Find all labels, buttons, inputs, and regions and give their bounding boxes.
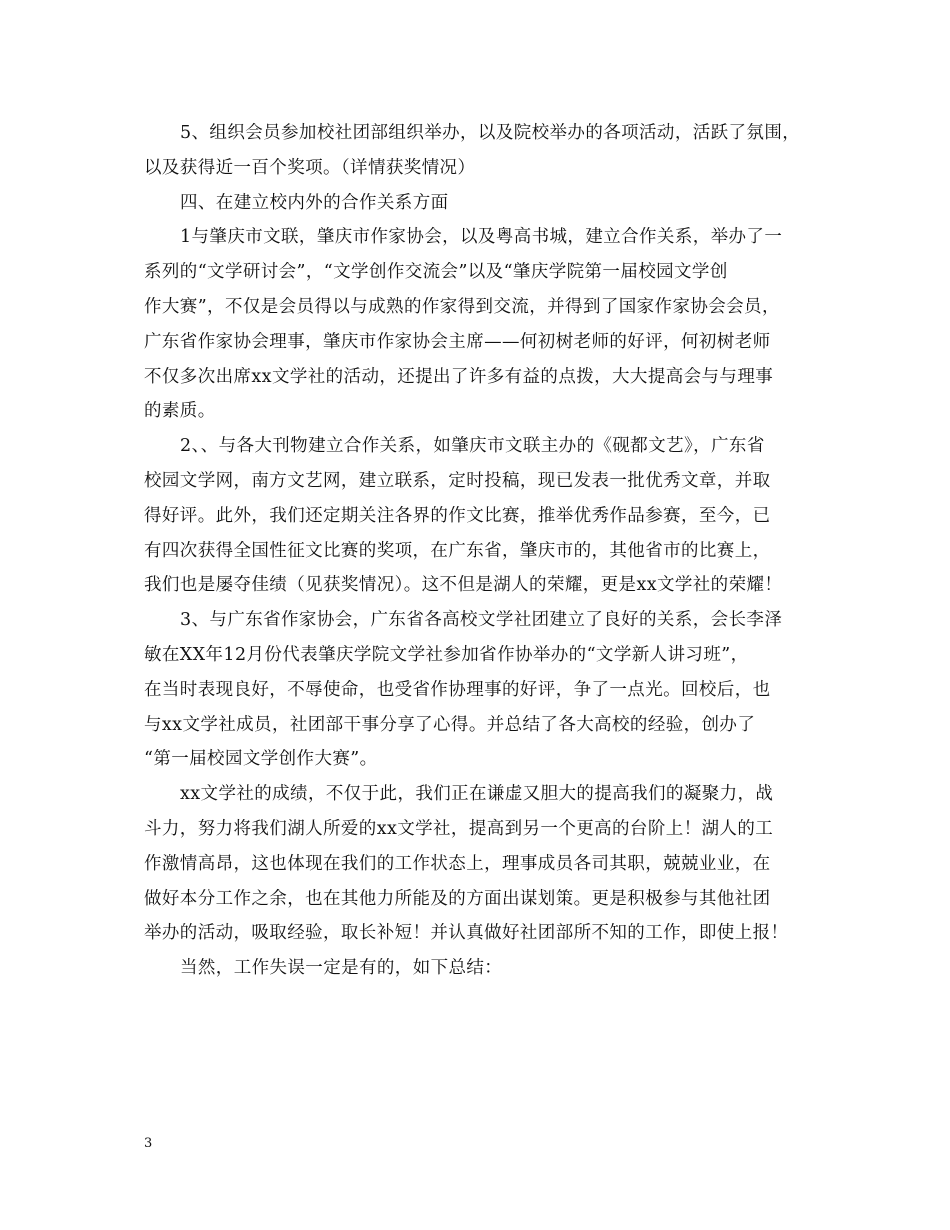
text-line: 当然，工作失误一定是有的，如下总结： [180, 958, 503, 979]
text-line: 不仅多次出席xx文学社的活动，还提出了许多有益的点拨，大大提高会与与理事 [144, 366, 774, 387]
text-line: 3、与广东省作家协会，广东省各高校文学社团建立了良好的关系，会长李泽 [180, 610, 783, 631]
text-line: “第一届校园文学创作大赛”。 [144, 749, 378, 770]
text-line: 在当时表现良好，不辱使命，也受省作协理事的好评，争了一点光。回校后，也 [144, 679, 771, 700]
text-line: 做好本分工作之余，也在其他力所能及的方面出谋划策。更是积极参与其他社团 [144, 888, 771, 909]
text-line: 作激情高昂，这也体现在我们的工作状态上，理事成员各司其职，兢兢业业，在 [144, 853, 771, 874]
text-line: 5、组织会员参加校社团部组织举办，以及院校举办的各项活动，活跃了氛围， [180, 123, 801, 143]
text-line: 斗力，努力将我们湖人所爱的xx文学社，提高到另一个更高的台阶上！湖人的工 [144, 818, 774, 839]
text-line: 四、在建立校内外的合作关系方面 [180, 192, 449, 213]
text-line: 2、、与各大刊物建立合作关系，如肇庆市文联主办的《砚都文艺》，广东省 [180, 436, 765, 457]
page-number: 3 [144, 1136, 153, 1151]
body-text [144, 116, 814, 986]
text-line: 有四次获得全国性征文比赛的奖项，在广东省，肇庆市的，其他省市的比赛上， [144, 540, 771, 561]
text-line: 得好评。此外，我们还定期关注各界的作文比赛，推举优秀作品参赛，至今，已 [144, 505, 771, 526]
text-line: 举办的活动，吸取经验，取长补短！并认真做好社团部所不知的工作，即使上报！ [144, 923, 789, 944]
text-line: 以及获得近一百个奖项。（详情获奖情况） [144, 157, 476, 178]
text-line: 系列的“文学研讨会”，“文学创作交流会”以及“肇庆学院第一届校园文学创 [144, 262, 728, 283]
text-line: 广东省作家协会理事，肇庆市作家协会主席——何初树老师的好评，何初树老师 [144, 331, 771, 352]
text-line: 1与肇庆市文联，肇庆市作家协会，以及粤高书城，建立合作关系，举办了一 [180, 227, 783, 248]
text-line: 校园文学网，南方文艺网，建立联系，定时投稿，现已发表一批优秀文章，并取 [144, 470, 771, 491]
text-line: 的素质。 [144, 401, 216, 422]
text-line: 作大赛”，不仅是会员得以与成熟的作家得到交流，并得到了国家作家协会会员， [144, 296, 780, 317]
text-line: 我们也是屡夺佳绩（见获奖情况）。这不但是湖人的荣耀，更是xx文学社的荣耀！ [144, 575, 783, 596]
text-line: 敏在XX年12月份代表肇庆学院文学社参加省作协举办的“文学新人讲习班”， [144, 644, 749, 665]
text-line: 与xx文学社成员，社团部干事分享了心得。并总结了各大高校的经验，创办了 [144, 714, 756, 735]
text-line: xx文学社的成绩，不仅于此，我们正在谦虚又胆大的提高我们的凝聚力，战 [180, 784, 774, 805]
